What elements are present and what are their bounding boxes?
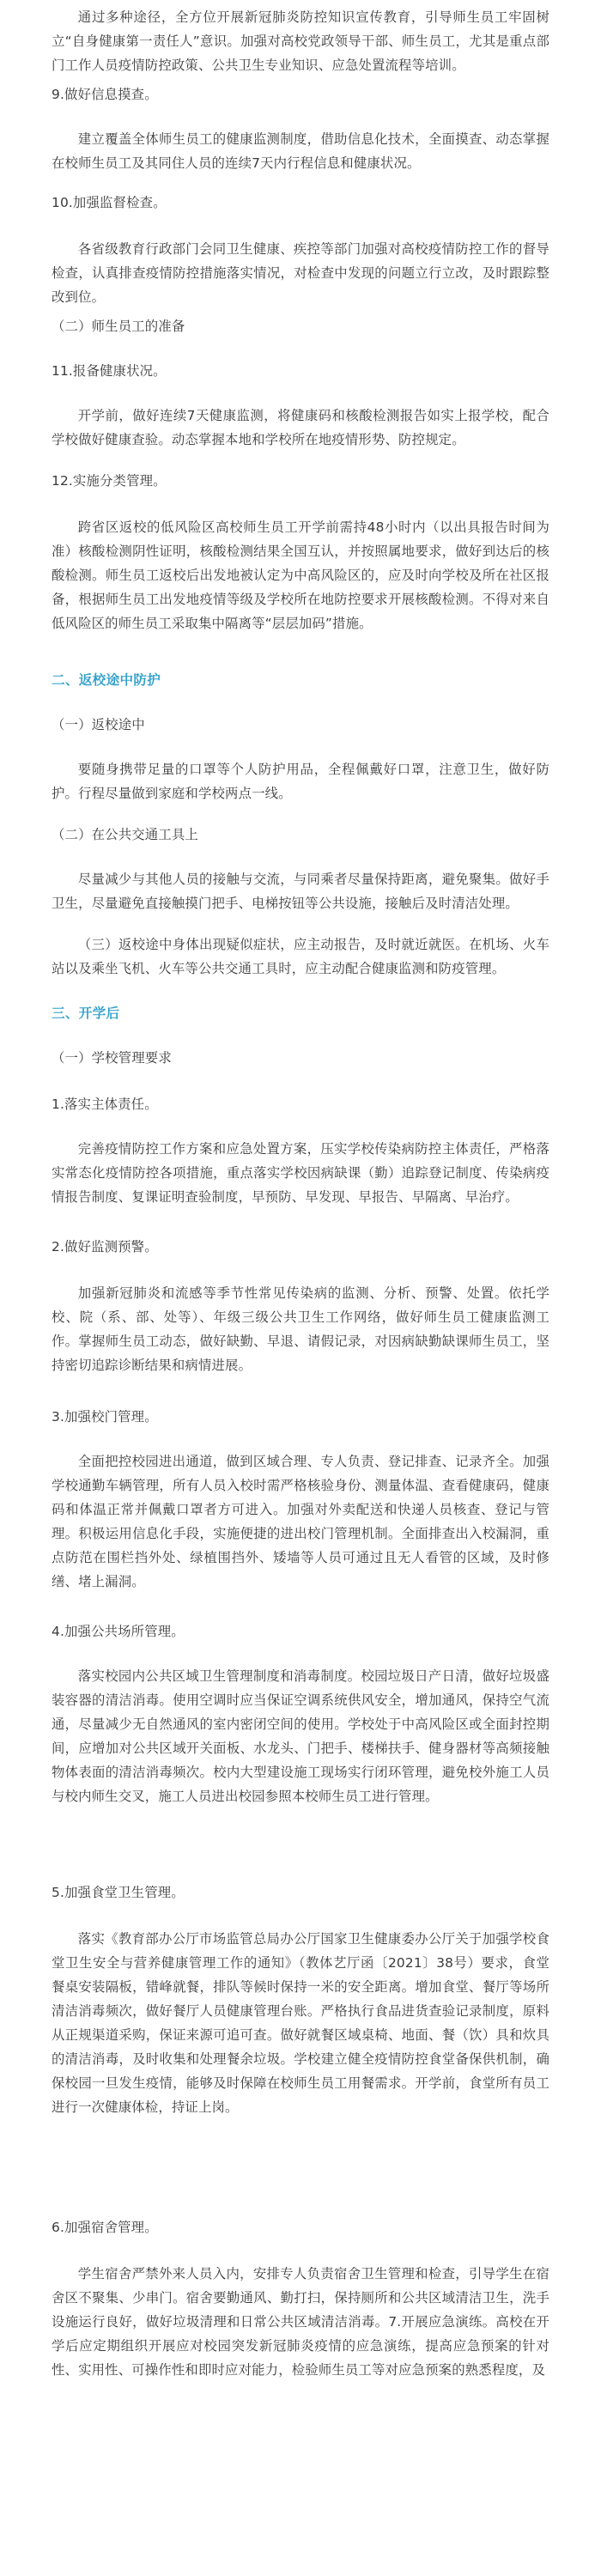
paragraph-responsibility: 完善疫情防控工作方案和应急处置方案，压实学校传染病防控主体责任，严格落实常态化疫情防控各项措施，重点落实学校因病缺课（勤）追踪登记制度、传染病疫情报告制度、复课证明查验制度，早预防、早发现、早报告、早隔离、早治疗。 <box>52 1141 549 1205</box>
paragraph-gate: 全面把控校园进出通道，做到区域合理、专人负责、登记排查、记录齐全。加强学校通勤车辆管理，所有人员入校时需严格核验身份、测量体温、查看健康码，健康码和体温正常并佩戴口罩者方可进入。加强对外卖配送和快递人员核查、登记与管理。积极运用信息化手段，实施便捷的进出校门管理机制。全面排查出入校漏洞，重点防范在围栏挡外处、绿植围挡外、矮墙等人员可通过且无人看管的区域，及时修缮、堵上漏洞。 <box>52 1454 549 1589</box>
paragraph-monitoring: 加强新冠肺炎和流感等季节性常见传染病的监测、分析、预警、处置。依托学校、院（系、部、处等）、年级三级公共卫生工作网络，做好师生员工健康监测工作。掌握师生员工动态，做好缺勤、早退、请假记录，对因病缺勤缺课师生员工，坚持密切追踪诊断结果和病情进展。 <box>52 1285 549 1373</box>
section-title-after-start: 三、开学后 <box>52 1005 120 1021</box>
paragraph-symptoms: （三）返校途中身体出现疑似症状，应主动报告，及时就近就医。在机场、火车站以及乘坐飞机、火车等公共交通工具时，应主动配合健康监测和防疫管理。 <box>52 937 549 976</box>
subsection-heading-school-management: （一）学校管理要求 <box>52 1050 172 1066</box>
item-heading-canteen: 5.加强食堂卫生管理。 <box>52 1885 185 1900</box>
paragraph-canteen: 落实《教育部办公厅市场监管总局办公厅国家卫生健康委办公厅关于加强学校食堂卫生安全与营养健康管理工作的通知》（教体艺厅函〔2021〕38号）要求，食堂餐桌安装隔板，错峰就餐，排队等候时保持一米的安全距离。增加食堂、餐厅等场所清洁消毒频次，做好餐厅人员健康管理台账。严格执行食品进货查验记录制度，原料从正规渠道采购，保证来源可追可查。做好就餐区域桌椅、地面、餐（饮）具和炊具的清洁消毒，及时收集和处理餐余垃圾。学校建立健全疫情防控食堂备保供机制，确保校园一旦发生疫情，能够及时保障在校师生员工用餐需求。开学前，食堂所有员工进行一次健康体检，持证上岗。 <box>52 1931 549 2115</box>
item-heading-12: 12.实施分类管理。 <box>52 473 167 489</box>
subsection-heading-on-way: （一）返校途中 <box>52 717 145 732</box>
item-heading-responsibility: 1.落实主体责任。 <box>52 1097 158 1112</box>
paragraph-12: 跨省区返校的低风险区高校师生员工开学前需持48小时内（以出具报告时间为准）核酸检测阴性证明，核酸检测结果全国互认，并按照属地要求，做好到达后的核酸检测。师生员工返校后出发地被认定为中高风险区的，应及时向学校及所在社区报备，根据师生员工出发地疫情等级及学校所在地防控要求开展核酸检测。不得对来自低风险区的师生员工采取集中隔离等“层层加码”措施。 <box>52 519 549 631</box>
paragraph-10: 各省级教育行政部门会同卫生健康、疾控等部门加强对高校疫情防控工作的督导检查，认真排查疫情防控措施落实情况，对检查中发现的问题立行立改，及时跟踪整改到位。 <box>52 241 549 305</box>
item-heading-11: 11.报备健康状况。 <box>52 363 167 379</box>
paragraph-public-places: 落实校园内公共区域卫生管理制度和消毒制度。校园垃圾日产日清，做好垃圾盛装容器的清洁消毒。使用空调时应当保证空调系统供风安全，增加通风，保持空气流通，尽量减少无自然通风的室内密闭空间的使用。学校处于中高风险区或全面封控期间，应增加对公共区域开关面板、水龙头、门把手、楼梯扶手、健身器材等高频接触物体表面的清洁消毒频次。校内大型建设施工现场实行闭环管理，避免校外施工人员与校内师生交叉，施工人员进出校园参照本校师生员工进行管理。 <box>52 1668 549 1804</box>
item-heading-10: 10.加强监督检查。 <box>52 195 167 210</box>
paragraph-9: 建立覆盖全体师生员工的健康监测制度，借助信息化技术，全面摸查、动态掌握在校师生员工及其同住人员的连续7天内行程信息和健康状况。 <box>52 131 549 171</box>
paragraph-on-way: 要随身携带足量的口罩等个人防护用品，全程佩戴好口罩，注意卫生，做好防护。行程尽量做到家庭和学校两点一线。 <box>52 762 549 801</box>
item-heading-9: 9.做好信息摸查。 <box>52 87 158 102</box>
subsection-heading-transport: （二）在公共交通工具上 <box>52 827 198 842</box>
item-heading-gate: 3.加强校门管理。 <box>52 1409 158 1425</box>
item-heading-dormitory: 6.加强宿舍管理。 <box>52 2220 158 2235</box>
paragraph-11: 开学前，做好连续7天健康监测，将健康码和核酸检测报告如实上报学校，配合学校做好健康查验。动态掌握本地和学校所在地疫情形势、防控规定。 <box>52 408 549 447</box>
section-title-return: 二、返校途中防护 <box>52 672 161 688</box>
paragraph-dormitory: 学生宿舍严禁外来人员入内，安排专人负责宿舍卫生管理和检查，引导学生在宿舍区不聚集、少串门。宿舍要勤通风、勤打扫，保持厕所和公共区域清洁卫生，洗手设施运行良好，做好垃圾清理和日常公共区域清洁消毒。7.开展应急演练。高校在开学后应定期组织开展应对校园突发新冠肺炎疫情的应急演练，提高应急预案的针对性、实用性、可操作性和即时应对能力，检验师生员工等对应急预案的熟悉程度，及 <box>52 2266 549 2378</box>
item-heading-public-places: 4.加强公共场所管理。 <box>52 1624 185 1639</box>
paragraph-transport: 尽量减少与其他人员的接触与交流，与同乘者尽量保持距离，避免聚集。做好手卫生，尽量避免直接触摸门把手、电梯按钮等公共设施，接触后及时清洁处理。 <box>52 872 549 911</box>
item-heading-monitoring: 2.做好监测预警。 <box>52 1239 158 1255</box>
subsection-heading-staff: （二）师生员工的准备 <box>52 319 185 334</box>
paragraph-publicity: 通过多种途径，全方位开展新冠肺炎防控知识宣传教育，引导师生员工牢固树立“自身健康第一责任人”意识。加强对高校党政领导干部、师生员工，尤其是重点部门工作人员疫情防控政策、公共卫生专业知识、应急处置流程等培训。 <box>52 9 549 73</box>
